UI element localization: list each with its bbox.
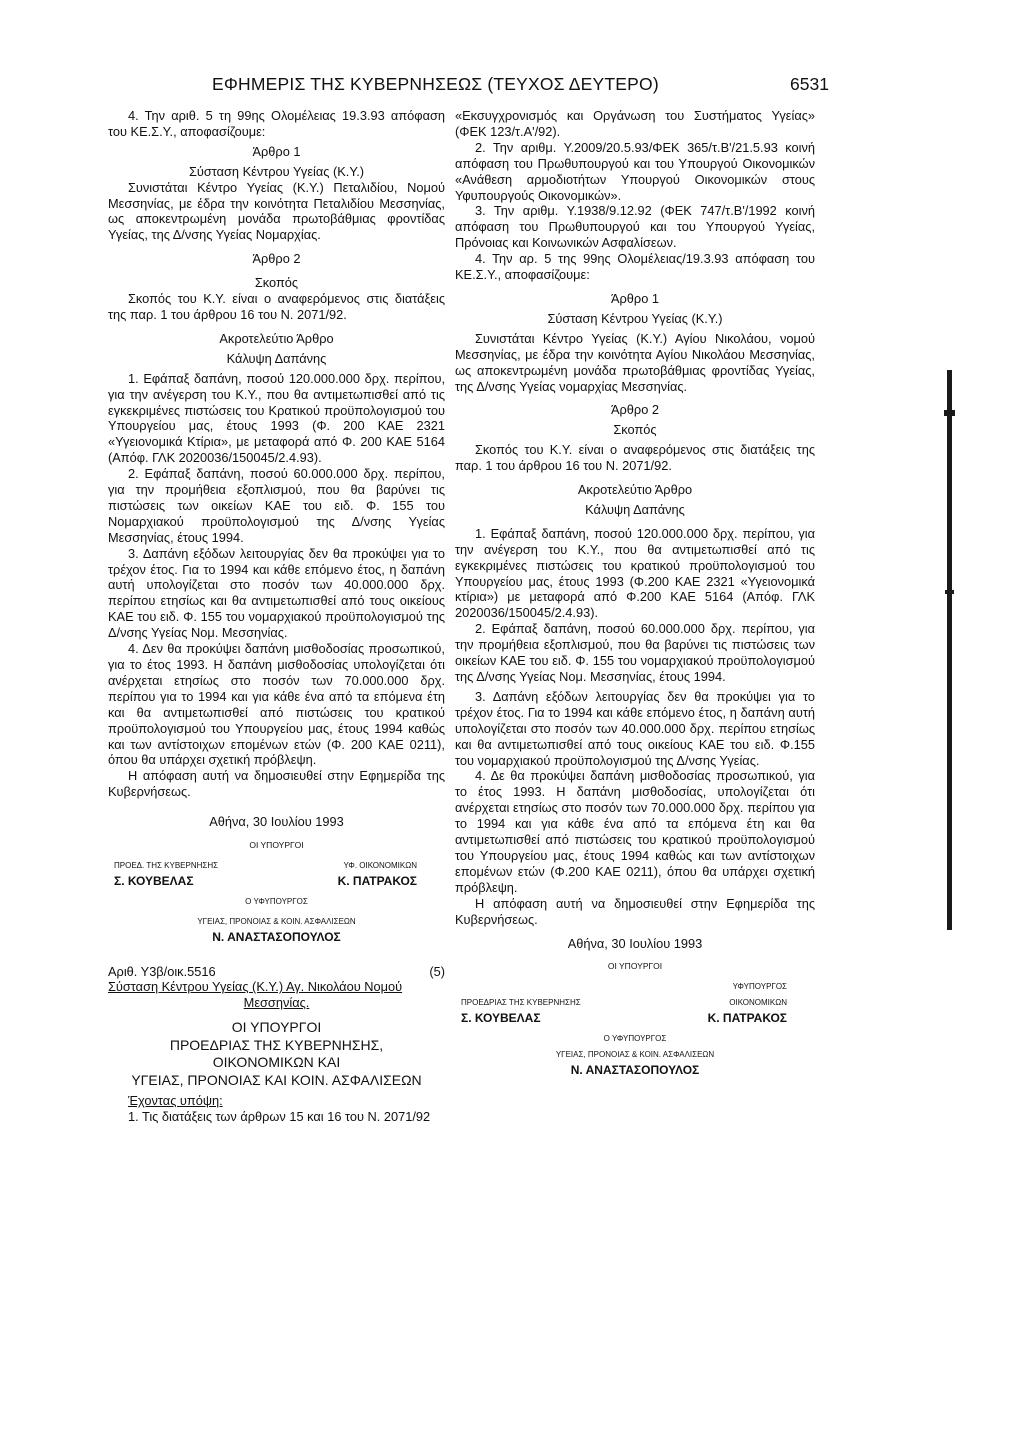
article-title: Άρθρο 1	[252, 143, 301, 159]
article-subtitle: Σύσταση Κέντρου Υγείας (Κ.Υ.)	[188, 163, 365, 179]
paragraph: 3. Δαπάνη εξόδων λειτουργίας δεν θα προκύψει για το τρέχον έτος. Για το 1994 και κάθε επόμενο έτος, η δαπάνη αυτή υπολογίζεται στο ποσόν των 40.000.000 δρχ. περίπου ετησίως και θα αντιμετωπισθεί από τους οικείους ΚΑΕ του ειδ. Φ. 155 του νομαρχιακού προϋπολογισμού της Δ/νσης Υγείας Νομ. Μεσσηνίας.	[108, 545, 445, 641]
paragraph: 4. Την αριθ. 5 τη 99ης Ολομέλειας 19.3.93 απόφαση του ΚΕ.Σ.Υ., αποφασίζουμε:	[108, 108, 445, 139]
signature-name: Σ. ΚΟΥΒΕΛΑΣ	[461, 1011, 541, 1026]
signature-date: Αθήνα, 30 Ιουλίου 1993	[209, 814, 344, 830]
decision-number: Αριθ. Υ3β/οικ.5516	[108, 963, 216, 979]
signature-name: Κ. ΠΑΤΡΑΚΟΣ	[337, 873, 417, 888]
scan-margin-mark	[944, 370, 955, 930]
decision-reference	[108, 964, 445, 980]
signature-role: ΟΙΚΟΝΟΜΙΚΩΝ	[729, 998, 787, 1008]
signature-name: Κ. ΠΑΤΡΑΚΟΣ	[707, 1011, 787, 1026]
signature-heading: ΟΙ ΥΠΟΥΡΓΟΙ	[249, 840, 304, 851]
article-title: Άρθρο 2	[252, 251, 301, 267]
paragraph: 2. Εφάπαξ δαπάνη, ποσού 60.000.000 δρχ. περίπου, για την προμήθεια εξοπλισμού, που θα βαρύνει τις πιστώσεις των οικείων ΚΑΕ του ειδ. Φ. 155 του Νομαρχιακού προϋπολογισμού της Δ/νσης Υγείας Μεσσηνίας, έτους 1994.	[108, 466, 445, 545]
article-subtitle: Κάλυψη Δαπάνης	[585, 501, 685, 517]
article-subtitle: Σκοπός	[613, 422, 657, 438]
paragraph: 3. Δαπάνη εξόδων λειτουργίας δεν θα προκύψει για το τρέχον έτος. Για το 1994 και κάθε επόμενο έτος, η δαπάνη αυτή υπολογίζεται στο ποσόν των 40.000.000 δρχ. περίπου ετησίως και θα αντιμετωπισθεί από τους οικείους ΚΑΕ του ειδ. Φ.155 του νομαρχιακού προϋπολογισμού της Δ/νσης Υγείας.	[455, 688, 815, 768]
paragraph: 1. Εφάπαξ δαπάνη, ποσού 120.000.000 δρχ. περίπου, για την ανέγερση του Κ.Υ., που θα αντιμετωπισθεί από τις εγκεκριμένες πιστώσεις του κρατικού προϋπολογισμού του Υπουργείου μας, έτους 1993 (Φ.200 ΚΑΕ 2321 «Υγειονομικά κτίρια») με μεταφορά από Φ.200 ΚΑΕ 5164 (Απόφ. ΓΛΚ 2020036/150045/2.4.93).	[455, 525, 815, 621]
gazette-title: ΕΦΗΜΕΡΙΣ ΤΗΣ ΚΥΒΕΡΝΗΣΕΩΣ (ΤΕΥΧΟΣ ΔΕΥΤΕΡΟ)	[212, 74, 659, 94]
paragraph: Συνιστάται Κέντρο Υγείας (Κ.Υ.) Πεταλιδίου, Νομού Μεσσηνίας, με έδρα την κοινότητα Πεταλιδίου Μεσσηνίας, ως αποκεντρωμένη μονάδα πρωτοβάθμιας φροντίδας Υγείας, της Δ/νσης Υγείας Νομαρχίας.	[108, 179, 445, 243]
paragraph: Η απόφαση αυτή να δημοσιευθεί στην Εφημερίδα της Κυβερνήσεως.	[455, 895, 815, 927]
article-title: Άρθρο 1	[610, 290, 659, 306]
signature-roles	[108, 858, 445, 874]
article-title: Ακροτελεύτιο Άρθρο	[577, 482, 693, 498]
signature-name: Ν. ΑΝΑΣΤΑΣΟΠΟΥΛΟΣ	[212, 929, 341, 944]
decision-title: Μεσσηνίας.	[243, 995, 310, 1011]
paragraph: 1. Εφάπαξ δαπάνη, ποσού 120.000.000 δρχ. περίπου, για την ανέγερση του Κ.Υ., που θα αντιμετωπισθεί από τις εγκεκριμένες πιστώσεις του Κρατικού προϋπολογισμού του Υπουργείου μας, έτους 1993 (Φ. 200 ΚΑΕ 2321 «Υγειονομικά Κτίρια», με μεταφορά από Φ. 200 ΚΑΕ 5164 (Απόφ. ΓΛΚ 2020036/150045/2.4.93).	[108, 370, 445, 466]
paragraph: 3. Την αριθμ. Υ.1938/9.12.92 (ΦΕΚ 747/τ.Β'/1992 κοινή απόφαση του Πρωθυπουργού και του Υπουργού Υγείας, Πρόνοιας και Κοινωνικών Ασφαλίσεων.	[455, 203, 815, 251]
signature-role: Ο ΥΦΥΠΟΥΡΓΟΣ	[603, 1034, 667, 1044]
signature-name: Ν. ΑΝΑΣΤΑΣΟΠΟΥΛΟΣ	[570, 1062, 700, 1077]
having-heading: Έχοντας υπόψη:	[128, 1093, 223, 1109]
article-title: Ακροτελεύτιο Άρθρο	[219, 330, 334, 346]
paragraph: 2. Εφάπαξ δαπάνη, ποσού 60.000.000 δρχ. περίπου, για την προμήθεια εξοπλισμού, που θα βαρύνει τις πιστώσεις των οικείων ΚΑΕ του ειδ. Φ. 155 του νομαρχιακού προϋπολογισμού της Δ/νσης Υγείας Νομ. Μεσσηνίας, έτους 1994.	[455, 621, 815, 684]
signature-role: ΥΦΥΠΟΥΡΓΟΣ	[732, 982, 787, 992]
signature-role: ΠΡΟΕΔΡΙΑΣ ΤΗΣ ΚΥΒΕΡΝΗΣΗΣ	[461, 998, 581, 1008]
left-column	[108, 108, 445, 1125]
signature-name: Σ. ΚΟΥΒΕΛΑΣ	[114, 873, 194, 888]
paragraph: 2. Την αριθμ. Υ.2009/20.5.93/ΦΕΚ 365/τ.Β'/21.5.93 κοινή απόφαση του Πρωθυπουργού και του Υπουργού Οικονομικών «Ανάθεση αρμοδιοτήτων Υπουργού Οικονομικών στους Υφυπουργούς Οικονομικών».	[455, 139, 815, 203]
decision-index: (5)	[429, 963, 445, 979]
signature-names	[108, 874, 445, 890]
ministers-line: ΟΙΚΟΝΟΜΙΚΩΝ ΚΑΙ	[212, 1054, 341, 1071]
paragraph: Σκοπός του Κ.Υ. είναι ο αναφερόμενος στις διατάξεις της παρ. 1 του άρθρου 16 του Ν. 2071/92.	[455, 442, 815, 474]
ministers-block	[108, 1019, 445, 1089]
paragraph: «Εκσυγχρονισμός και Οργάνωση του Συστήματος Υγείας» (ΦΕΚ 123/τ.Α'/92).	[455, 108, 815, 139]
signature-date: Αθήνα, 30 Ιουλίου 1993	[567, 935, 703, 951]
ministers-line: ΟΙ ΥΠΟΥΡΓΟΙ	[231, 1019, 322, 1036]
paragraph: 4. Δεν θα προκύψει δαπάνη μισθοδοσίας προσωπικού, για το έτος 1993. Η δαπάνη μισθοδοσίας υπολογίζεται ότι ανέρχεται ετησίως στο ποσόν των 70.000.000 δρχ. περίπου για το 1994 και για κάθε ένα από τα επόμενα έτη και θα αντιμετωπισθεί από πιστώσεις του κρατικού προϋπολογισμού του Υπουργείου μας, έτους 1994 καθώς και των αντίστοιχων επομένων ετών (Φ. 200 ΚΑΕ 0211), όπου θα υπάρχει σχετική πρόβλεψη.	[108, 641, 445, 768]
article-subtitle: Σκοπός	[254, 275, 299, 291]
paragraph: 1. Τις διατάξεις των άρθρων 15 και 16 του Ν. 2071/92	[128, 1109, 431, 1125]
right-column	[455, 108, 815, 1079]
article-subtitle: Κάλυψη Δαπάνης	[226, 350, 327, 366]
paragraph: Συνιστάται Κέντρο Υγείας (Κ.Υ.) Αγίου Νικολάου, νομού Μεσσηνίας, με έδρα την κοινότητα Αγίου Νικολάου Μεσσηνίας, ως αποκεντρωμένη μονάδα πρωτοβάθμιας φροντίδας Υγείας, της Δ/νσης Υγείας νομαρχίας Μεσσηνίας.	[455, 330, 815, 394]
article-subtitle: Σύσταση Κέντρου Υγείας (Κ.Υ.)	[547, 310, 723, 326]
signature-role: ΥΦ. ΟΙΚΟΝΟΜΙΚΩΝ	[343, 860, 417, 870]
signature-roles	[455, 995, 815, 1011]
signature-roles	[455, 979, 815, 995]
article-title: Άρθρο 2	[610, 402, 659, 418]
signature-role: ΥΓΕΙΑΣ, ΠΡΟΝΟΙΑΣ & ΚΟΙΝ. ΑΣΦΑΛΙΣΕΩΝ	[555, 1049, 715, 1059]
paragraph: Η απόφαση αυτή να δημοσιευθεί στην Εφημερίδα της Κυβερνήσεως.	[108, 768, 445, 800]
paragraph: Σκοπός του Κ.Υ. είναι ο αναφερόμενος στις διατάξεις της παρ. 1 του άρθρου 16 του Ν. 2071/92.	[108, 291, 445, 322]
page-header	[0, 74, 1024, 104]
ministers-line: ΥΓΕΙΑΣ, ΠΡΟΝΟΙΑΣ ΚΑΙ ΚΟΙΝ. ΑΣΦΑΛΙΣΕΩΝ	[131, 1071, 422, 1088]
signature-heading: ΟΙ ΥΠΟΥΡΓΟΙ	[607, 961, 663, 972]
page-number: 6531	[790, 74, 829, 94]
signature-names	[455, 1011, 815, 1027]
ministers-line: ΠΡΟΕΔΡΙΑΣ ΤΗΣ ΚΥΒΕΡΝΗΣΗΣ,	[169, 1036, 384, 1053]
signature-role: Ο ΥΦΥΠΟΥΡΓΟΣ	[245, 896, 308, 906]
paragraph: 4. Δε θα προκύψει δαπάνη μισθοδοσίας προσωπικού, για το έτος 1993. Η δαπάνη μισθοδοσίας, υπολογίζεται ότι ανέρχεται ετησίως στο ποσόν των 70.000.000 δρχ. περίπου για το 1994 και για κάθε ένα από τα επόμενα έτη και θα αντιμετωπισθεί από πιστώσεις του κρατικού προϋπολογισμού του Υπουργείου μας, έτους 1994 καθώς και των αντίστοιχων επομένων ετών (Φ.200 ΚΑΕ 0211), όπου θα υπάρχει σχετική πρόβλεψη.	[455, 768, 815, 895]
signature-role: ΥΓΕΙΑΣ, ΠΡΟΝΟΙΑΣ & ΚΟΙΝ. ΑΣΦΑΛΙΣΕΩΝ	[197, 916, 356, 926]
signature-role: ΠΡΟΕΔ. ΤΗΣ ΚΥΒΕΡΝΗΣΗΣ	[114, 860, 219, 870]
paragraph: 4. Την αρ. 5 της 99ης Ολομέλειας/19.3.93 απόφαση του ΚΕ.Σ.Υ., αποφασίζουμε:	[455, 251, 815, 283]
decision-title: Σύσταση Κέντρου Υγείας (Κ.Υ.) Αγ. Νικολάου Νομού	[108, 979, 403, 995]
